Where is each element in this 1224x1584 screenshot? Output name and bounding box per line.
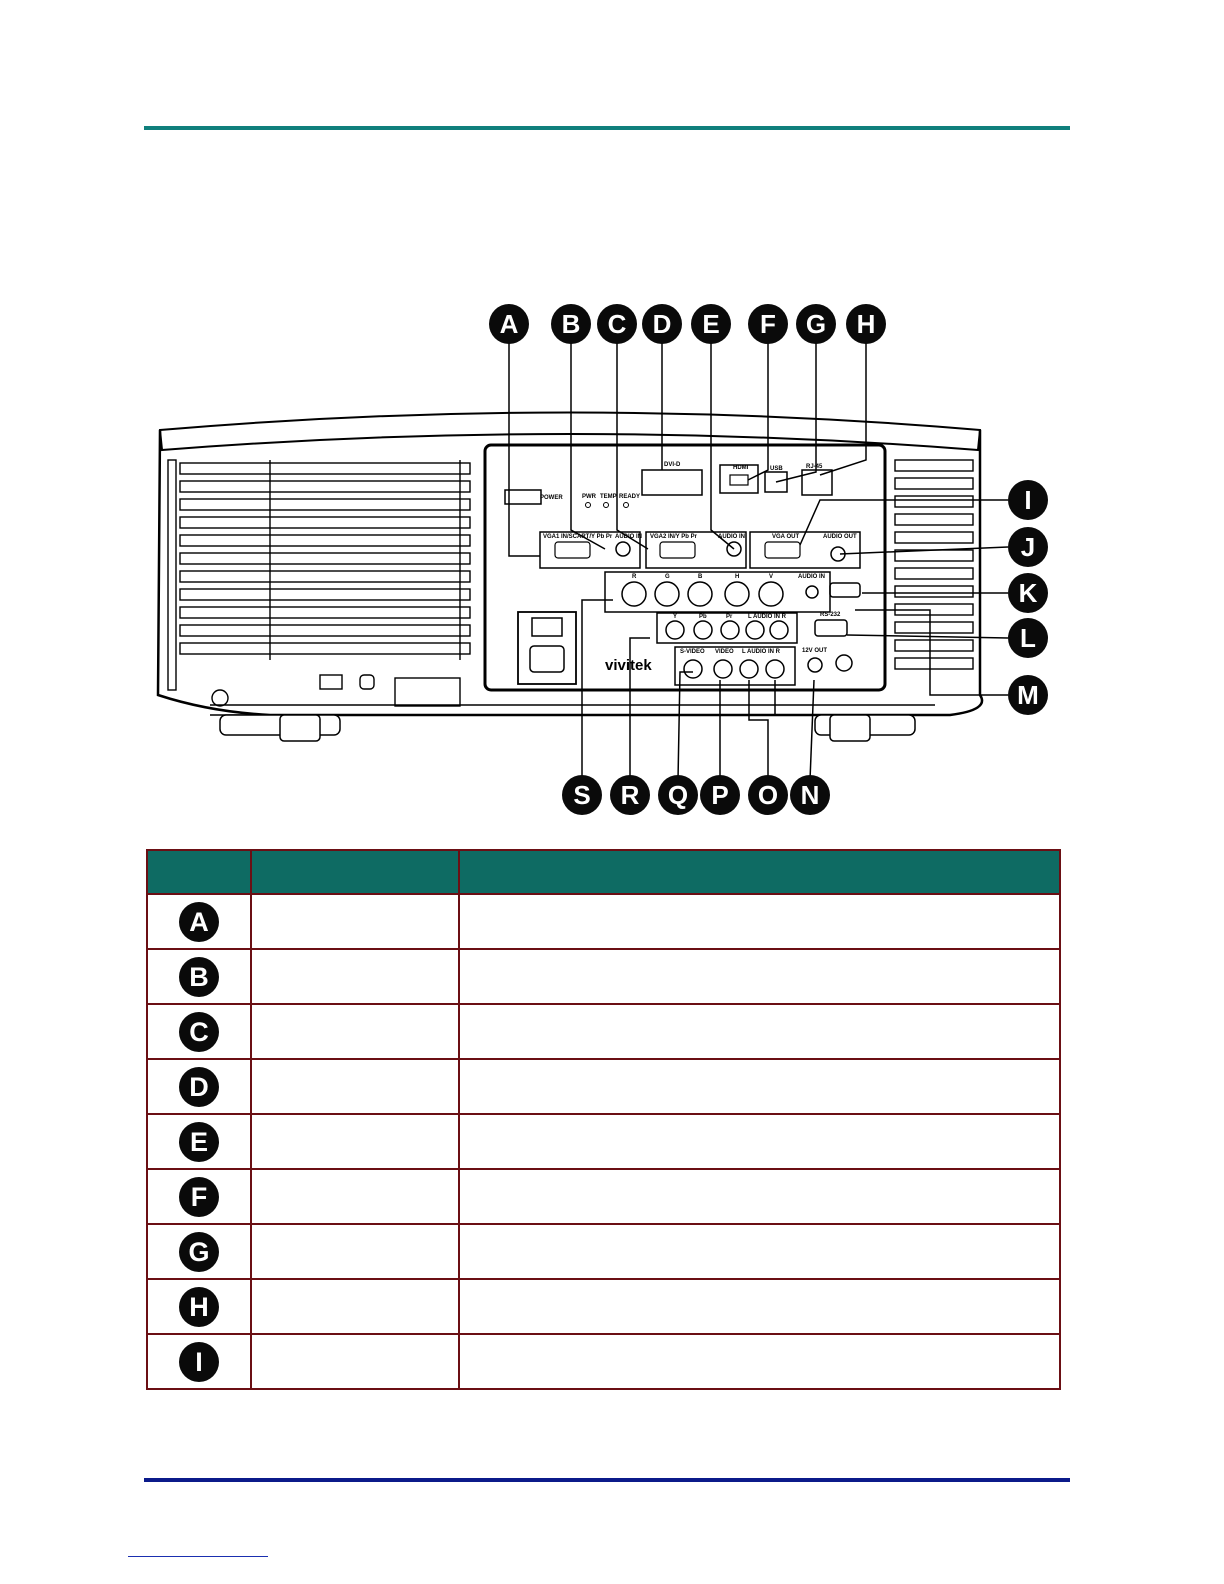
label-ready: READY bbox=[619, 494, 641, 500]
callout-badge bbox=[1008, 675, 1048, 715]
item-badge: F bbox=[179, 1177, 219, 1217]
callout-letter: R bbox=[620, 780, 640, 810]
callout-letter: K bbox=[1018, 578, 1038, 608]
description-cell bbox=[459, 1279, 1060, 1334]
item-badge: E bbox=[179, 1122, 219, 1162]
label-cell bbox=[251, 1114, 459, 1169]
item-cell bbox=[147, 1279, 251, 1334]
callout-letter: H bbox=[856, 309, 876, 339]
callout-badge bbox=[790, 775, 830, 815]
label-rs232: RS-232 bbox=[820, 612, 841, 618]
callout-letter: B bbox=[561, 309, 581, 339]
callout-badge bbox=[796, 304, 836, 344]
callout-letter: L bbox=[1020, 623, 1036, 653]
callout-badge bbox=[748, 775, 788, 815]
item-badge: C bbox=[179, 1012, 219, 1052]
description-cell bbox=[459, 1224, 1060, 1279]
item-cell bbox=[147, 1334, 251, 1389]
label-v: V bbox=[769, 574, 774, 580]
callout-letter: M bbox=[1017, 680, 1039, 710]
label-svideo: S-VIDEO bbox=[680, 649, 705, 655]
label-cell bbox=[251, 1224, 459, 1279]
callout-letter: P bbox=[711, 780, 729, 810]
callout-badge bbox=[551, 304, 591, 344]
table-row bbox=[147, 1279, 1060, 1334]
label-dvi: DVI-D bbox=[664, 462, 681, 468]
table-row bbox=[147, 894, 1060, 949]
table-row bbox=[147, 1169, 1060, 1224]
item-cell bbox=[147, 1004, 251, 1059]
table-header-row bbox=[147, 850, 1060, 894]
label-cell bbox=[251, 894, 459, 949]
item-badge: D bbox=[179, 1067, 219, 1107]
label-audio-lr-1: L AUDIO IN R bbox=[748, 614, 787, 620]
item-badge: G bbox=[179, 1232, 219, 1272]
callout-letter: N bbox=[800, 780, 820, 810]
description-cell bbox=[459, 894, 1060, 949]
description-cell bbox=[459, 949, 1060, 1004]
label-pr: Pr bbox=[726, 614, 733, 620]
label-temp: TEMP bbox=[600, 494, 617, 500]
callout-badge bbox=[1008, 527, 1048, 567]
callout-badge bbox=[489, 304, 529, 344]
label-rj45: RJ-45 bbox=[806, 464, 823, 470]
label-audio-out: AUDIO OUT bbox=[823, 534, 857, 540]
callout-letter: S bbox=[573, 780, 591, 810]
callout-letter: Q bbox=[667, 780, 689, 810]
brand-logo: vivitek bbox=[605, 657, 652, 674]
label-vga1: VGA1 IN/SCART/Y Pb Pr bbox=[543, 534, 613, 540]
item-badge: B bbox=[179, 957, 219, 997]
callout-letter: J bbox=[1020, 532, 1036, 562]
table-row bbox=[147, 1224, 1060, 1279]
item-badge: A bbox=[179, 902, 219, 942]
item-cell bbox=[147, 1169, 251, 1224]
label-cell bbox=[251, 1279, 459, 1334]
description-cell bbox=[459, 1114, 1060, 1169]
label-cell bbox=[251, 1334, 459, 1389]
callout-badge bbox=[597, 304, 637, 344]
label-r: R bbox=[632, 574, 637, 580]
label-video: VIDEO bbox=[715, 649, 734, 655]
description-cell bbox=[459, 1169, 1060, 1224]
item-cell bbox=[147, 949, 251, 1004]
header-cell-label bbox=[251, 850, 459, 894]
table-row bbox=[147, 1004, 1060, 1059]
header-rule bbox=[144, 126, 1070, 130]
label-audio-lr-2: L AUDIO IN R bbox=[742, 649, 781, 655]
label-power: POWER bbox=[540, 495, 563, 501]
callout-badge bbox=[748, 304, 788, 344]
item-cell bbox=[147, 1114, 251, 1169]
callout-letter: I bbox=[1024, 485, 1032, 515]
left-vent bbox=[168, 460, 470, 706]
label-h: H bbox=[735, 574, 740, 580]
label-vga-out: VGA OUT bbox=[772, 534, 800, 540]
label-audio-in-2: AUDIO IN bbox=[718, 534, 745, 540]
footnote-separator bbox=[128, 1556, 268, 1557]
table-row bbox=[147, 1114, 1060, 1169]
description-cell bbox=[459, 1059, 1060, 1114]
label-pwr: PWR bbox=[582, 494, 596, 500]
label-usb: USB bbox=[770, 466, 783, 472]
label-audio-in-1: AUDIO IN bbox=[615, 534, 642, 540]
label-12v-out: 12V OUT bbox=[802, 648, 828, 654]
label-cell bbox=[251, 1169, 459, 1224]
callout-letter: D bbox=[652, 309, 672, 339]
header-cell-description bbox=[459, 850, 1060, 894]
projector-rear-diagram bbox=[150, 300, 1070, 830]
callout-badge bbox=[562, 775, 602, 815]
footer-rule bbox=[144, 1478, 1070, 1482]
callout-badge bbox=[691, 304, 731, 344]
item-cell bbox=[147, 894, 251, 949]
callout-badge bbox=[1008, 618, 1048, 658]
label-b: B bbox=[698, 574, 703, 580]
item-cell bbox=[147, 1224, 251, 1279]
description-cell bbox=[459, 1334, 1060, 1389]
callout-badge bbox=[1008, 573, 1048, 613]
label-y: Y bbox=[673, 614, 678, 620]
callout-badge bbox=[846, 304, 886, 344]
table-row bbox=[147, 949, 1060, 1004]
item-badge: H bbox=[179, 1287, 219, 1327]
callout-letter: G bbox=[805, 309, 827, 339]
table-row bbox=[147, 1059, 1060, 1114]
label-audio-in-3: AUDIO IN bbox=[798, 574, 825, 580]
header-cell-item bbox=[147, 850, 251, 894]
label-cell bbox=[251, 1004, 459, 1059]
callout-letter: E bbox=[702, 309, 720, 339]
label-pb: Pb bbox=[699, 614, 707, 620]
label-hdmi: HDMI bbox=[733, 465, 749, 471]
table-row bbox=[147, 1334, 1060, 1389]
callout-letter: F bbox=[760, 309, 776, 339]
label-vga2: VGA2 IN/Y Pb Pr bbox=[650, 534, 697, 540]
callout-letter: O bbox=[757, 780, 779, 810]
callout-letter: C bbox=[607, 309, 627, 339]
feet bbox=[220, 715, 915, 741]
label-cell bbox=[251, 949, 459, 1004]
callout-badge bbox=[658, 775, 698, 815]
callout-badge bbox=[1008, 480, 1048, 520]
connector-table bbox=[146, 849, 1061, 1390]
callout-badge bbox=[610, 775, 650, 815]
callout-letter: A bbox=[499, 309, 519, 339]
callout-badge bbox=[700, 775, 740, 815]
label-cell bbox=[251, 1059, 459, 1114]
callout-badge bbox=[642, 304, 682, 344]
item-badge: I bbox=[179, 1342, 219, 1382]
description-cell bbox=[459, 1004, 1060, 1059]
item-cell bbox=[147, 1059, 251, 1114]
label-g: G bbox=[665, 574, 670, 580]
